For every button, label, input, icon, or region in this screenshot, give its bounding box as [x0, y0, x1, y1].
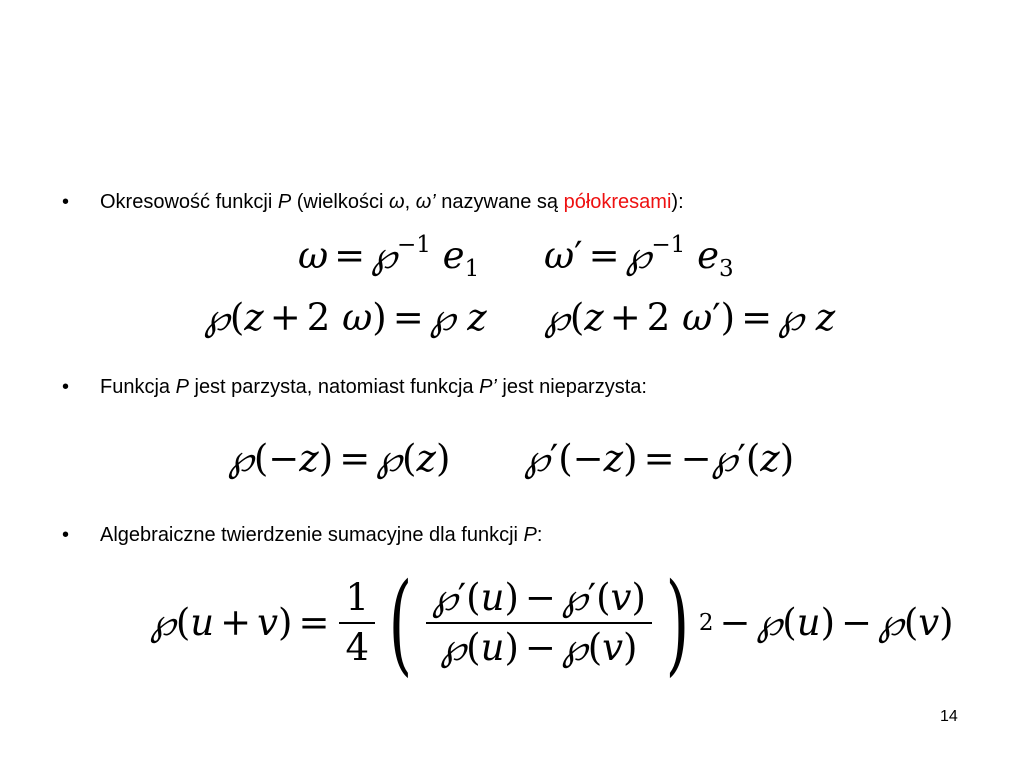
bullet-text: Funkcja	[100, 376, 176, 398]
bullet-text: jest parzysta, natomiast funkcja	[188, 376, 480, 398]
formula-odd: ℘′(−z) = −℘′(z)	[524, 437, 795, 480]
bullet-text: Okresowość funkcji	[100, 191, 278, 213]
page-number: 14	[940, 708, 958, 725]
bullet-marker: •	[62, 376, 70, 398]
bullet-text: (wielkości	[291, 191, 389, 213]
formula-addition-theorem: ℘ ( u + v ) = $\frac{1}{4}$ ( $\frac{℘'(u) - ℘'(v)}{℘(u) - ℘(v)}$ ) 2 − ℘ ( u ) − ℘ ( v )	[150, 559, 954, 687]
omega-prime-symbol: ω’	[415, 191, 436, 213]
fraction-one-quarter: $\frac{1}{4}$	[339, 576, 375, 670]
omega-symbol: ω	[388, 191, 405, 213]
bullet-marker: •	[62, 191, 70, 213]
bullet-text: jest nieparzysta:	[496, 376, 647, 398]
bullet-text: nazywane są	[435, 191, 564, 213]
bullet-text: Algebraiczne twierdzenie sumacyjne dla funkcji	[100, 524, 524, 546]
bullet-text: ,	[404, 191, 416, 213]
formula-period-omega-prime: ℘(z + 2 ω′) = ℘ z	[544, 296, 836, 339]
bullet-periodicity	[62, 190, 684, 214]
function-p: P	[523, 524, 537, 546]
function-p-prime: P’	[479, 376, 497, 398]
bullet-addition-theorem	[62, 523, 542, 547]
formula-period-omega: ℘(z + 2 ω) = ℘ z	[204, 296, 487, 339]
formula-omega-prime: ω′ = ℘$^{-1}$ $e_3$	[544, 232, 734, 282]
bullet-marker: •	[62, 524, 70, 546]
formula-omega: ω = ℘$^{-1}$ $e_1$	[298, 232, 480, 282]
bullet-parity	[62, 375, 647, 399]
formula-even: ℘(−z) = ℘(z)	[228, 437, 451, 480]
highlight-term: półokresami	[563, 191, 672, 213]
bullet-text: ):	[671, 191, 684, 213]
function-p: P	[175, 376, 189, 398]
function-p: P	[277, 191, 292, 213]
fraction-derivative-ratio: $\frac{℘'(u) - ℘'(v)}{℘(u) - ℘(v)}$	[426, 576, 652, 670]
bullet-text: :	[536, 524, 543, 546]
